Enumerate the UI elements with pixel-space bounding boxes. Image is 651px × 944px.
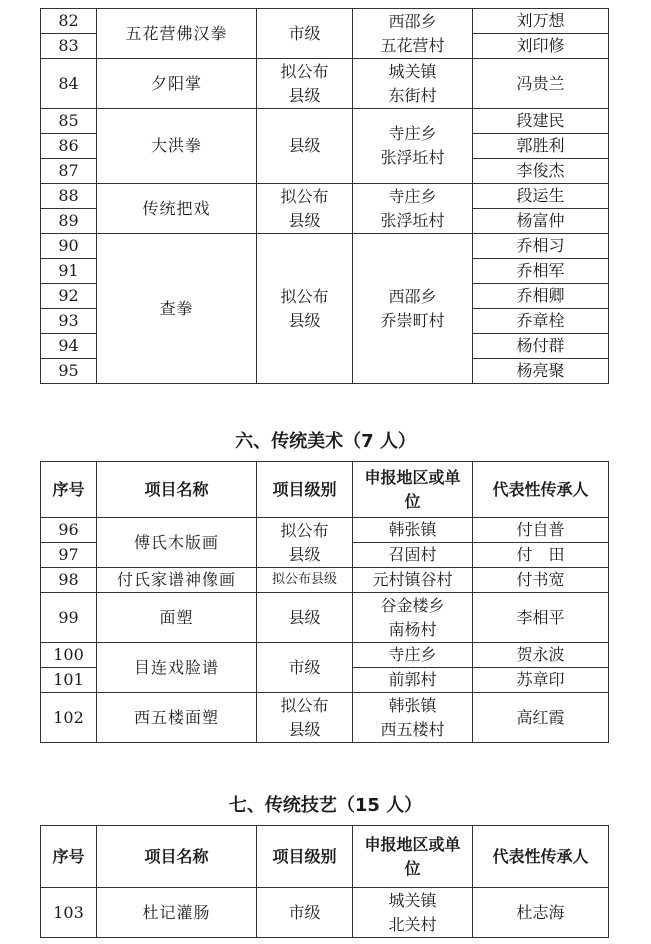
region-cell: 召固村	[353, 543, 473, 568]
row-number: 88	[41, 184, 97, 209]
row-number: 96	[41, 518, 97, 543]
inheritor: 刘万想	[473, 9, 609, 34]
region-cell: 城关镇 北关村	[353, 888, 473, 938]
inheritor: 付书宽	[473, 568, 609, 593]
inheritor: 杨亮聚	[473, 359, 609, 384]
inheritor: 乔相卿	[473, 284, 609, 309]
project-level: 拟公布 县级	[257, 234, 353, 384]
inheritor: 李相平	[473, 593, 609, 643]
inheritor: 郭胜利	[473, 134, 609, 159]
row-number: 83	[41, 34, 97, 59]
section-title-traditional-craft: 七、传统技艺（15 人）	[228, 795, 423, 816]
region-cell: 西邵乡 乔崇町村	[353, 234, 473, 384]
section-title-traditional-art: 六、传统美术（7 人）	[235, 431, 416, 452]
inheritor: 段运生	[473, 184, 609, 209]
header-region: 申报地区或单位	[353, 462, 473, 518]
row-number: 100	[41, 643, 97, 668]
row-number: 95	[41, 359, 97, 384]
row-number: 82	[41, 9, 97, 34]
row-number: 93	[41, 309, 97, 334]
region-cell: 寺庄乡	[353, 643, 473, 668]
header-project-name: 项目名称	[97, 462, 257, 518]
project-level: 拟公布 县级	[257, 693, 353, 743]
row-number: 90	[41, 234, 97, 259]
traditional-art-table	[40, 461, 609, 743]
region-cell: 寺庄乡 张浮坵村	[353, 109, 473, 184]
traditional-craft-table	[40, 825, 609, 938]
region-cell: 元村镇谷村	[353, 568, 473, 593]
inheritor: 苏章印	[473, 668, 609, 693]
project-name: 目连戏脸谱	[97, 643, 257, 693]
project-name: 大洪拳	[97, 109, 257, 184]
inheritor: 刘印修	[473, 34, 609, 59]
project-level: 市级	[257, 888, 353, 938]
row-number: 103	[41, 888, 97, 938]
inheritor: 杨付群	[473, 334, 609, 359]
project-name: 查拳	[97, 234, 257, 384]
project-name: 五花营佛汉拳	[97, 9, 257, 59]
inheritor: 付自普	[473, 518, 609, 543]
region-cell: 寺庄乡 张浮坵村	[353, 184, 473, 234]
inheritor: 乔章栓	[473, 309, 609, 334]
region-cell: 谷金楼乡 南杨村	[353, 593, 473, 643]
row-number: 101	[41, 668, 97, 693]
inheritor: 杨富仲	[473, 209, 609, 234]
region-cell: 西邵乡 五花营村	[353, 9, 473, 59]
project-name: 傅氏木版画	[97, 518, 257, 568]
row-number: 94	[41, 334, 97, 359]
project-name: 杜记灌肠	[97, 888, 257, 938]
header-region: 申报地区或单位	[353, 826, 473, 888]
row-number: 92	[41, 284, 97, 309]
header-project-level: 项目级别	[257, 462, 353, 518]
project-level: 拟公布 县级	[257, 184, 353, 234]
inheritor: 付 田	[473, 543, 609, 568]
region-cell: 韩张镇 西五楼村	[353, 693, 473, 743]
header-number: 序号	[41, 462, 97, 518]
project-level: 拟公布县级	[257, 568, 353, 593]
project-name: 夕阳掌	[97, 59, 257, 109]
row-number: 91	[41, 259, 97, 284]
project-level: 拟公布 县级	[257, 59, 353, 109]
row-number: 86	[41, 134, 97, 159]
project-name: 付氏家谱神像画	[97, 568, 257, 593]
region-cell: 韩张镇	[353, 518, 473, 543]
row-number: 102	[41, 693, 97, 743]
project-level: 市级	[257, 643, 353, 693]
row-number: 98	[41, 568, 97, 593]
inheritor: 杜志海	[473, 888, 609, 938]
project-level: 县级	[257, 109, 353, 184]
project-name: 西五楼面塑	[97, 693, 257, 743]
header-number: 序号	[41, 826, 97, 888]
inheritor: 贺永波	[473, 643, 609, 668]
row-number: 89	[41, 209, 97, 234]
inheritor: 乔相习	[473, 234, 609, 259]
row-number: 84	[41, 59, 97, 109]
region-cell: 城关镇 东街村	[353, 59, 473, 109]
inheritor: 冯贵兰	[473, 59, 609, 109]
project-level: 市级	[257, 9, 353, 59]
region-cell: 前郭村	[353, 668, 473, 693]
project-level: 拟公布 县级	[257, 518, 353, 568]
header-project-name: 项目名称	[97, 826, 257, 888]
inheritor: 段建民	[473, 109, 609, 134]
header-project-level: 项目级别	[257, 826, 353, 888]
header-inheritor: 代表性传承人	[473, 462, 609, 518]
row-number: 87	[41, 159, 97, 184]
project-name: 面塑	[97, 593, 257, 643]
inheritor: 乔相军	[473, 259, 609, 284]
project-name: 传统把戏	[97, 184, 257, 234]
project-level: 县级	[257, 593, 353, 643]
martial-arts-table	[40, 8, 609, 384]
row-number: 85	[41, 109, 97, 134]
row-number: 97	[41, 543, 97, 568]
inheritor: 李俊杰	[473, 159, 609, 184]
inheritor: 高红霞	[473, 693, 609, 743]
header-inheritor: 代表性传承人	[473, 826, 609, 888]
row-number: 99	[41, 593, 97, 643]
